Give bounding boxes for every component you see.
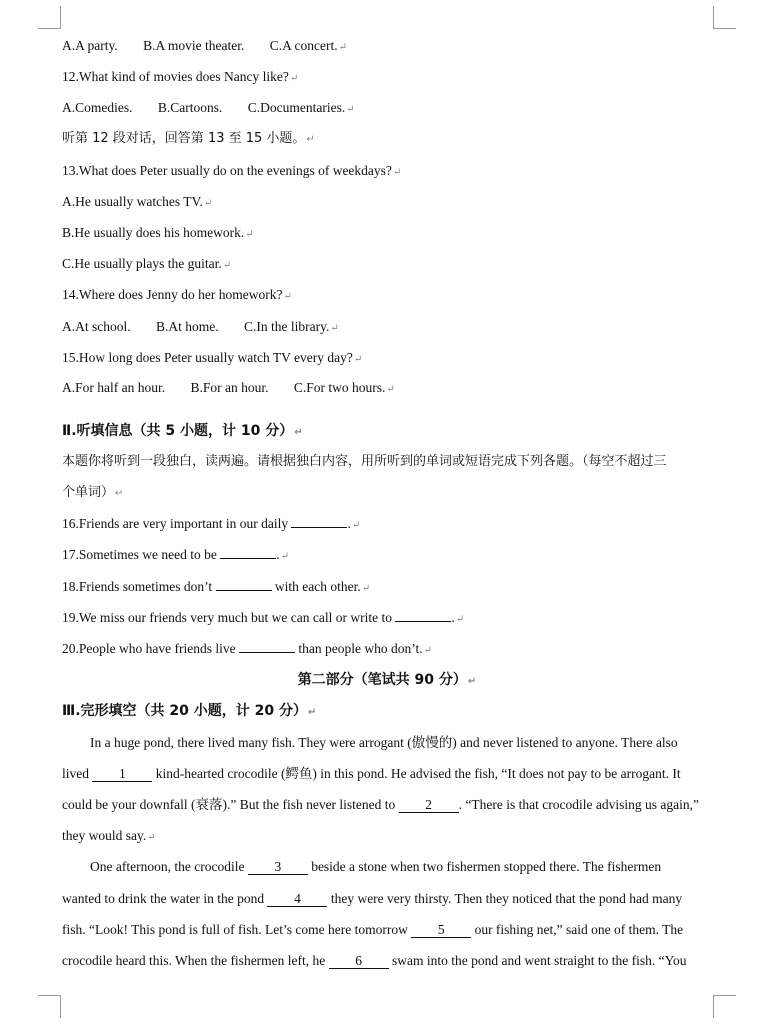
question-text: 12.What kind of movies does Nancy like?	[62, 69, 289, 84]
cloze-line-5	[90, 858, 661, 876]
cloze-blank[interactable]: 2	[399, 798, 459, 813]
cloze-blank[interactable]: 5	[411, 923, 471, 938]
item-text: .	[276, 547, 280, 562]
cloze-blank[interactable]: 3	[248, 860, 308, 875]
crop-mark-top-right	[713, 6, 736, 29]
option-text: A.He usually watches TV.	[62, 194, 203, 209]
answer-blank[interactable]	[395, 609, 451, 622]
passage-text: they were very thirsty. Then they noticed that the pond had many	[327, 891, 683, 906]
option-text: A.Comedies.	[62, 100, 133, 115]
option-text: B.He usually does his homework.	[62, 225, 245, 240]
section-title-text: Ⅲ.完形填空（共 20 小题，计 20 分）	[62, 703, 308, 719]
cloze-blank[interactable]: 4	[267, 892, 327, 907]
section-2-instruction-line1	[62, 453, 667, 471]
passage-text: In a huge pond, there lived many fish. They were arrogant (傲慢的) and never listened to anyone. There also	[90, 735, 678, 750]
listening-instruction: 听第 12 段对话，回答第 13 至 15 小题。↵	[62, 131, 315, 146]
item-text: 16.Friends are very important in our daily	[62, 516, 292, 531]
option-text: C.In the library.	[244, 319, 330, 334]
q14-question: 14.Where does Jenny do her homework?↵	[62, 287, 292, 302]
crop-mark-top-left	[38, 6, 61, 29]
q13-question: 13.What does Peter usually do on the evenings of weekdays?↵	[62, 163, 402, 178]
item-text: .	[451, 610, 455, 625]
option-text: A.A party.	[62, 38, 118, 53]
q13-option-b: B.He usually does his homework.↵	[62, 225, 254, 240]
cloze-line-1	[90, 734, 712, 752]
answer-blank[interactable]	[291, 515, 347, 528]
fill-item-20: 20.People who have friends live than people who don’t.↵	[62, 641, 432, 656]
answer-blank[interactable]	[220, 546, 276, 559]
option-text: C.A concert.	[269, 38, 338, 53]
passage-text: they would say.	[62, 828, 147, 843]
passage-text: could be your downfall (衰落).” But the fish never listened to	[62, 797, 399, 812]
passage-text: swam into the pond and went straight to the fish. “You	[388, 953, 687, 968]
passage-text: wanted to drink the water in the pond	[62, 891, 268, 906]
option-text: C.Documentaries.	[247, 100, 346, 115]
instruction-text: 本题你将听到一段独白，读两遍。请根据独白内容，用所听到的单词或短语完成下列各题。（每空不超过三	[62, 454, 667, 469]
item-text: 20.People who have friends live	[62, 641, 239, 656]
crop-mark-bottom-right	[713, 995, 736, 1018]
item-text: 18.Friends sometimes don’t	[62, 579, 216, 594]
q12-question: 12.What kind of movies does Nancy like?↵	[62, 69, 299, 84]
cloze-blank[interactable]: 1	[92, 767, 152, 782]
cloze-line-4: they would say.↵	[62, 828, 156, 843]
option-text: C.He usually plays the guitar.	[62, 256, 222, 271]
q13-option-c: C.He usually plays the guitar.↵	[62, 256, 232, 271]
cloze-line-8	[62, 952, 687, 970]
q15-question: 15.How long does Peter usually watch TV every day?↵	[62, 350, 363, 365]
crop-mark-bottom-left	[38, 995, 61, 1018]
passage-text: lived	[62, 766, 93, 781]
passage-text: . “There is that crocodile advising us again,”	[458, 797, 699, 812]
fill-item-16: 16.Friends are very important in our daily .↵	[62, 516, 361, 531]
item-text: .	[347, 516, 351, 531]
instruction-text: 听第 12 段对话，回答第 13 至 15 小题。	[62, 131, 306, 146]
section-title-text: Ⅱ.听填信息（共 5 小题，计 10 分）	[62, 423, 294, 439]
instruction-text: 个单词）	[62, 485, 115, 500]
answer-blank[interactable]	[239, 640, 295, 653]
q12-options: A.Comedies. B.Cartoons. C.Documentaries.↵	[62, 100, 355, 115]
section-2-title: Ⅱ.听填信息（共 5 小题，计 10 分）↵	[62, 423, 303, 439]
q11-options	[62, 37, 347, 57]
question-text: 13.What does Peter usually do on the evenings of weekdays?	[62, 163, 392, 178]
q15-options: A.For half an hour. B.For an hour. C.For two hours.↵	[62, 380, 395, 395]
cloze-line-7	[62, 921, 683, 939]
passage-text: fish. “Look! This pond is full of fish. Let’s come here tomorrow	[62, 922, 412, 937]
option-text: A.For half an hour.	[62, 380, 166, 395]
fill-item-18: 18.Friends sometimes don’t with each other.↵	[62, 579, 371, 594]
cloze-line-2	[62, 765, 681, 783]
passage-text: beside a stone when two fishermen stopped there. The fishermen	[307, 859, 662, 874]
passage-text: One afternoon, the crocodile	[90, 859, 248, 874]
option-text: B.At home.	[156, 319, 219, 334]
passage-text: crocodile heard this. When the fishermen left, he	[62, 953, 329, 968]
item-text: 17.Sometimes we need to be	[62, 547, 221, 562]
fill-item-17: 17.Sometimes we need to be .↵	[62, 547, 289, 562]
passage-text: our fishing net,” said one of them. The	[471, 922, 684, 937]
option-text: B.For an hour.	[190, 380, 269, 395]
q13-option-a: A.He usually watches TV.↵	[62, 194, 213, 209]
q14-options: A.At school. B.At home. C.In the library.↵	[62, 319, 339, 334]
answer-blank[interactable]	[216, 578, 272, 591]
option-text: B.A movie theater.	[143, 38, 245, 53]
part-title-text: 第二部分（笔试共 90 分）	[297, 672, 467, 688]
option-text: B.Cartoons.	[157, 100, 223, 115]
cloze-blank[interactable]: 6	[329, 954, 389, 969]
part-2-title: 第二部分（笔试共 90 分）↵	[297, 672, 477, 688]
option-text: C.For two hours.	[293, 380, 386, 395]
question-text: 14.Where does Jenny do her homework?	[62, 287, 283, 302]
passage-text: kind-hearted crocodile (鳄鱼) in this pond. He advised the fish, “It does not pay to be arrogant. It	[152, 766, 681, 781]
fill-item-19: 19.We miss our friends very much but we can call or write to .↵	[62, 610, 465, 625]
item-text: with each other.	[271, 579, 361, 594]
question-text: 15.How long does Peter usually watch TV every day?	[62, 350, 353, 365]
cloze-line-3	[62, 796, 699, 814]
section-2-instruction-line2: 个单词）↵	[62, 485, 124, 500]
cloze-line-6	[62, 890, 682, 908]
option-text: A.At school.	[62, 319, 131, 334]
item-text: than people who don’t.	[294, 641, 423, 656]
paragraph-mark: ↵	[338, 42, 347, 53]
section-3-title: Ⅲ.完形填空（共 20 小题，计 20 分）↵	[62, 703, 317, 719]
item-text: 19.We miss our friends very much but we can call or write to	[62, 610, 396, 625]
